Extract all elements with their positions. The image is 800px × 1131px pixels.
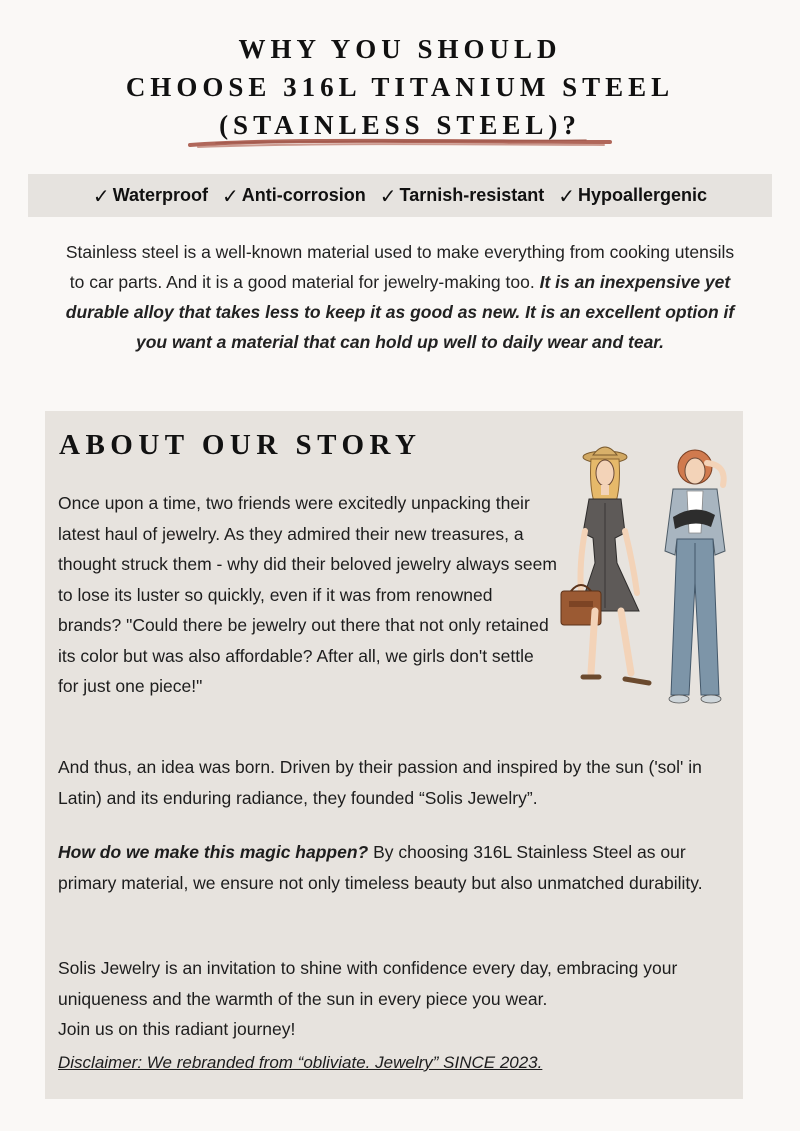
feature-label: Anti-corrosion	[241, 185, 366, 205]
brush-stroke-underline	[186, 136, 614, 152]
story-paragraph-4-text: Solis Jewelry is an invitation to shine with confidence every day, embracing your uniqueness and the warmth of the sun in every piece you wear.	[58, 958, 678, 1009]
check-icon: ✓	[379, 183, 397, 208]
feature-tarnish-resistant	[380, 184, 544, 208]
feature-hypoallergenic	[558, 184, 707, 208]
feature-bar	[28, 174, 772, 217]
page-title	[0, 30, 800, 144]
title-line-1: WHY YOU SHOULD	[238, 34, 562, 64]
check-icon: ✓	[222, 183, 239, 208]
story-panel	[45, 411, 743, 1099]
intro-emphasis-text: It is an inexpensive yet durable alloy that takes less to keep it as good as new. It is an excellent option if you want a material that can hold up well to daily wear and tear.	[65, 272, 735, 352]
intro-plain-text: Stainless steel is a well-known material used to make everything from cooking utensils to car parts. And it is a good material for jewelry-making too.	[65, 242, 735, 292]
feature-waterproof	[93, 184, 208, 208]
feature-label: Waterproof	[112, 185, 209, 205]
title-line-3: (STAINLESS STEEL)?	[219, 110, 581, 140]
story-paragraph-3-text: By choosing 316L Stainless Steel as our primary material, we ensure not only timeless beauty but also unmatched durability.	[58, 842, 703, 893]
story-question: How do we make this magic happen?	[58, 842, 369, 862]
check-icon: ✓	[558, 183, 576, 208]
title-line-2: CHOOSE 316L TITANIUM STEEL	[125, 72, 675, 102]
feature-anti-corrosion	[222, 184, 366, 208]
story-paragraph-3	[58, 837, 730, 898]
check-icon: ✓	[92, 183, 110, 208]
feature-label: Tarnish-resistant	[399, 185, 545, 205]
intro-paragraph	[62, 237, 738, 357]
story-paragraph-1: Once upon a time, two friends were excitedly unpacking their latest haul of jewelry. As they admired their new treasures, a thought struck them - why did their beloved jewelry always seem to lose its luster so quickly, even if it was from renowned brands? "Could there be jewelry out there that not only retained its color but was also affordable? After all, we girls don't settle for just one piece!"	[58, 493, 557, 696]
story-paragraph-4	[58, 953, 730, 1045]
two-friends-illustration	[555, 433, 745, 713]
story-paragraph-2: And thus, an idea was born. Driven by their passion and inspired by the sun ('sol' in Latin) and its enduring radiance, they founded “Solis Jewelry”.	[58, 757, 702, 808]
feature-label: Hypoallergenic	[578, 185, 708, 205]
story-closing-line: Join us on this radiant journey!	[58, 1019, 296, 1039]
story-title: ABOUT OUR STORY	[59, 429, 422, 461]
disclaimer: Disclaimer: We rebranded from “obliviate. Jewelry” SINCE 2023.	[58, 1053, 543, 1072]
